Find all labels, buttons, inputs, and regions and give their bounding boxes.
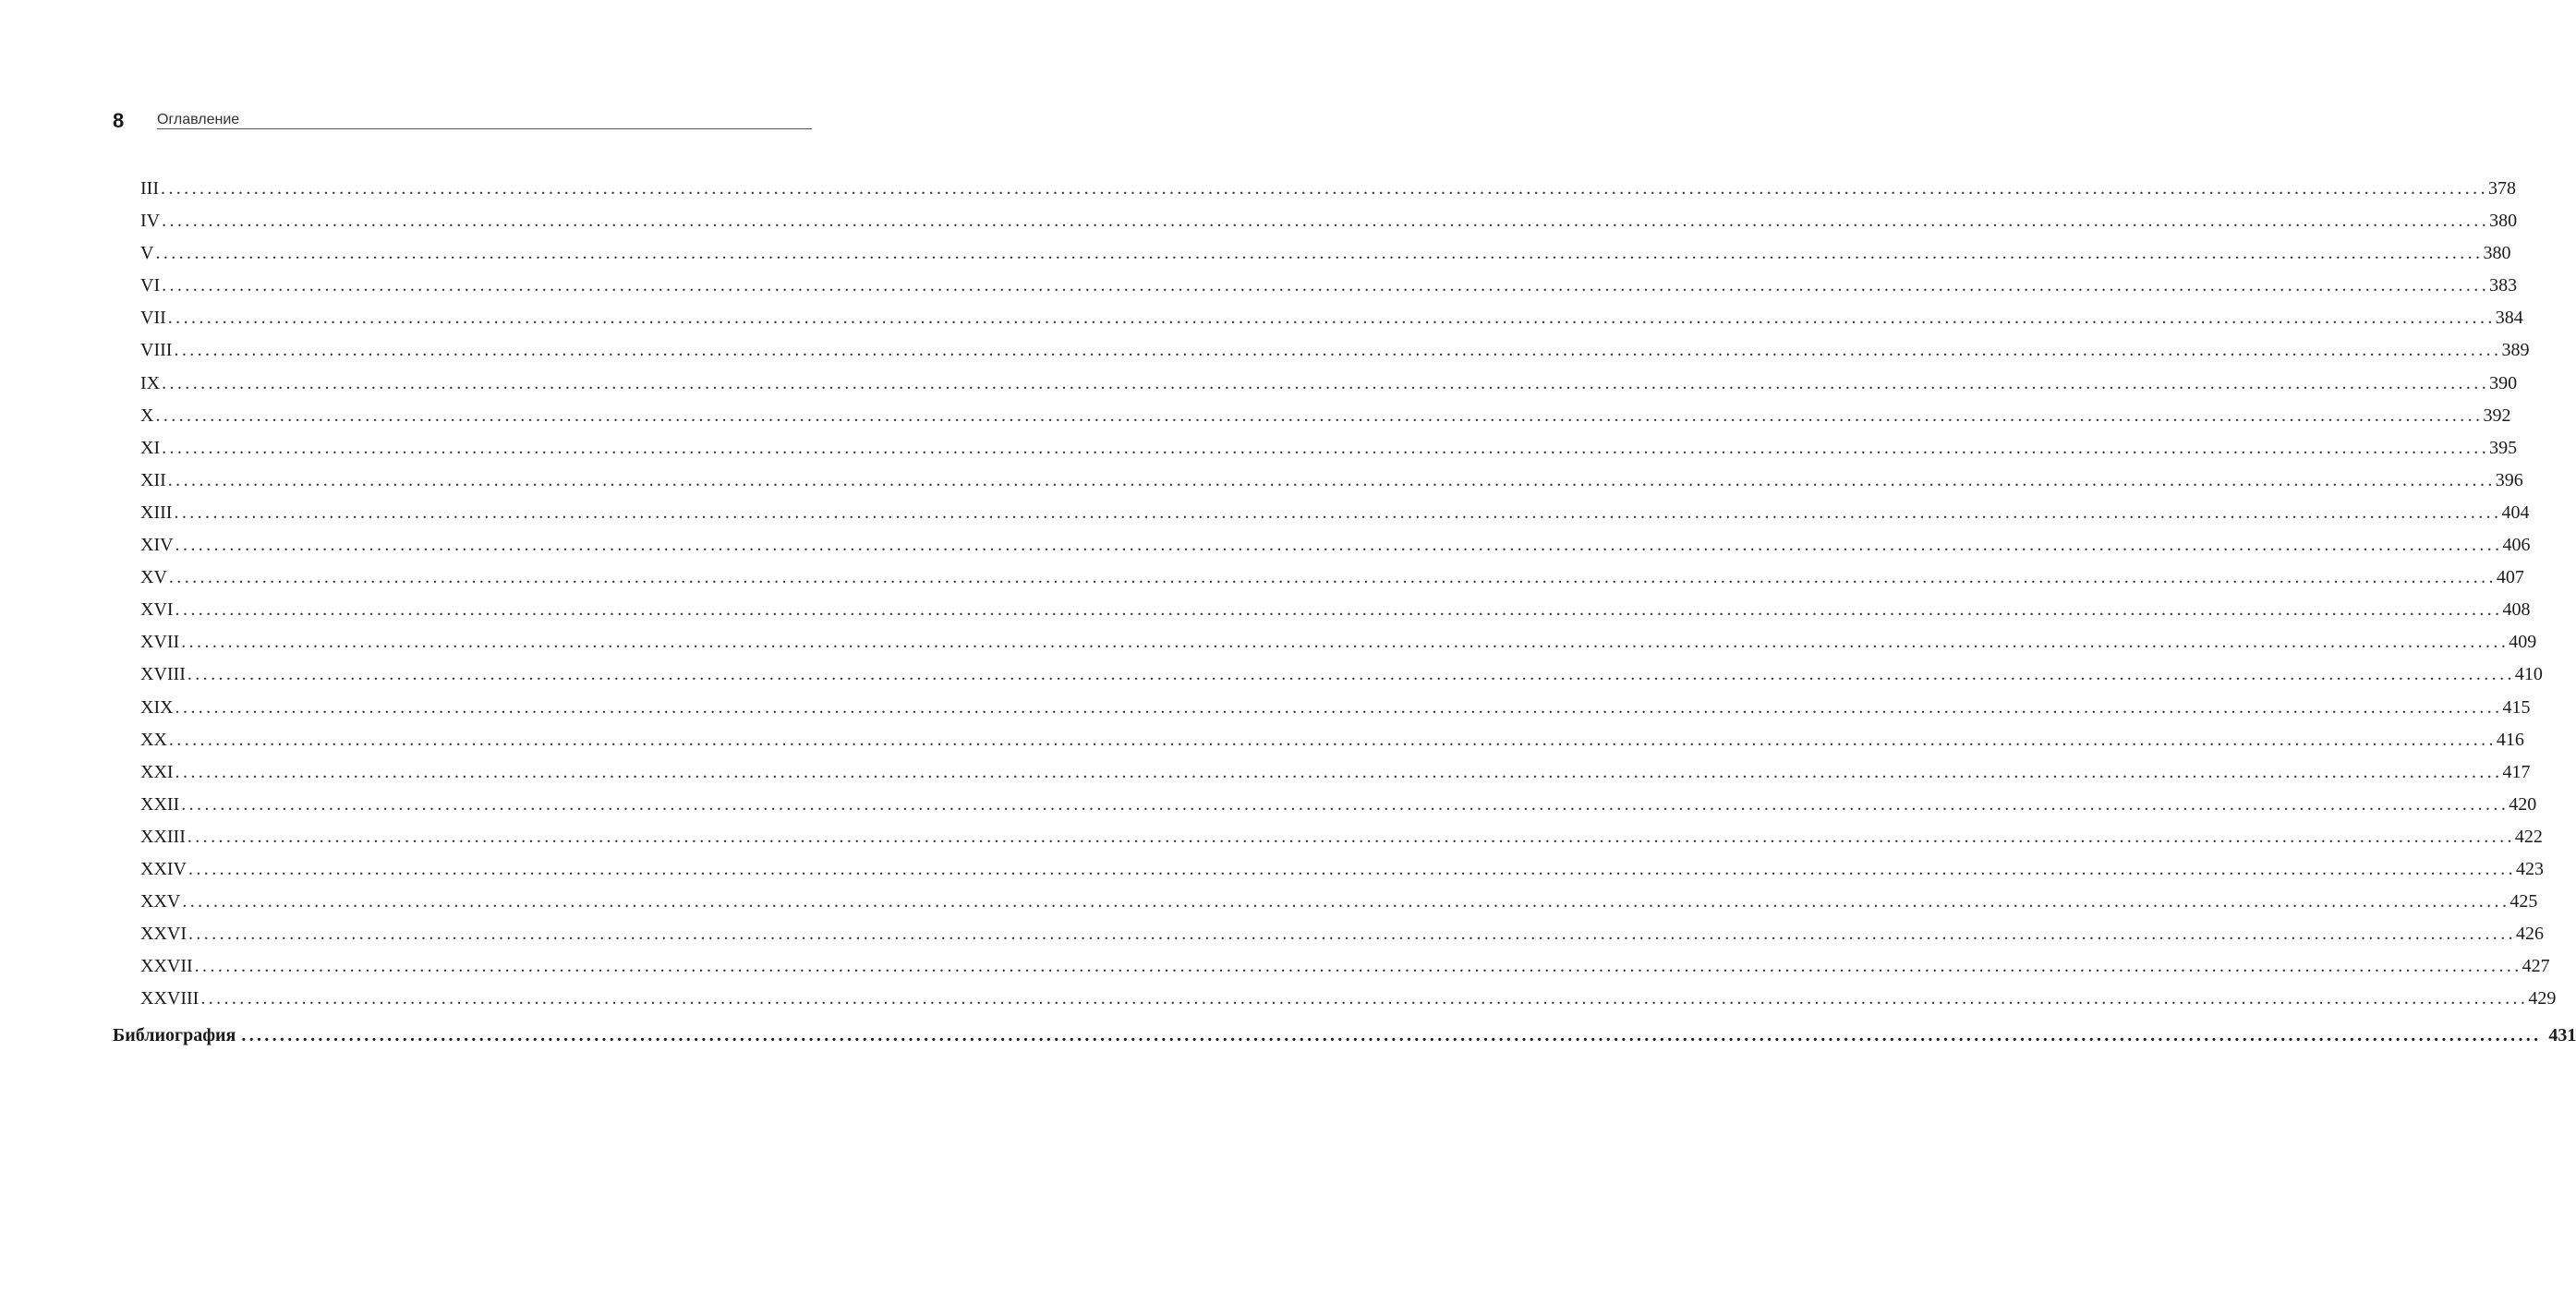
toc-entry[interactable] [140, 500, 2530, 532]
toc-entry-label: XXIII [140, 826, 186, 847]
toc-entry-label: Библиография [113, 1025, 236, 1045]
dot-leader: ............................................................................................................................................................................................................................................................................................................ [175, 599, 2503, 621]
dot-leader: ............................................................................................................................................................................................................................................................................................................ [162, 275, 2490, 296]
toc-entry[interactable] [140, 272, 2518, 305]
toc-entry-label: V [140, 243, 154, 264]
dot-leader: ............................................................................................................................................................................................................................................................................................................ [181, 793, 2509, 815]
dot-leader: ............................................................................................................................................................................................................................................................................................................ [187, 826, 2515, 847]
toc-entry[interactable] [140, 305, 2523, 337]
dot-leader: ............................................................................................................................................................................................................................................................................................................ [241, 1025, 2542, 1045]
dot-leader: ............................................................................................................................................................................................................................................................................................................ [175, 535, 2503, 556]
toc-entry-label: III [140, 178, 159, 199]
dot-leader: ............................................................................................................................................................................................................................................................................................................ [162, 437, 2490, 458]
toc-entry[interactable] [140, 208, 2518, 240]
toc-entry-label: XIII [140, 501, 173, 523]
toc-entry-label: XXVIII [140, 988, 200, 1009]
toc-entry-page: 380 [2489, 211, 2518, 232]
toc-entry[interactable] [140, 403, 2511, 435]
toc-entry-label: X [140, 405, 154, 426]
dot-leader: ............................................................................................................................................................................................................................................................................................................ [194, 956, 2522, 977]
dot-leader: ............................................................................................................................................................................................................................................................................................................ [167, 469, 2496, 490]
dot-leader: ............................................................................................................................................................................................................................................................................................................ [168, 729, 2497, 750]
toc-entry-page: 408 [2502, 599, 2531, 621]
dot-leader: ............................................................................................................................................................................................................................................................................................................ [187, 664, 2515, 685]
toc-entry[interactable] [140, 370, 2518, 403]
toc-entry-label: VI [140, 275, 161, 296]
toc-entry[interactable] [140, 953, 2550, 985]
toc-entry-label: XXIV [140, 858, 187, 879]
toc-entry-page: 390 [2489, 372, 2518, 393]
toc-entry-label: XI [140, 437, 161, 458]
dot-leader: ............................................................................................................................................................................................................................................................................................................ [181, 632, 2509, 653]
toc-entry[interactable] [140, 532, 2531, 564]
toc-entry[interactable] [140, 175, 2516, 208]
toc-entry-label: VII [140, 308, 166, 329]
dot-leader: ............................................................................................................................................................................................................................................................................................................ [200, 988, 2529, 1009]
dot-leader: ............................................................................................................................................................................................................................................................................................................ [174, 501, 2502, 523]
toc-entry-page: 425 [2509, 891, 2538, 912]
toc-entry-label: XIV [140, 535, 174, 556]
toc-entry-page: 416 [2496, 729, 2524, 750]
toc-entry-page: 404 [2501, 501, 2530, 523]
toc-entry-page: 417 [2502, 761, 2531, 782]
toc-entry-label: XVII [140, 632, 180, 653]
toc-entry[interactable] [140, 824, 2543, 856]
toc-entry[interactable] [140, 661, 2543, 694]
toc-entry[interactable] [140, 759, 2531, 791]
toc-entry-page: 392 [2483, 405, 2511, 426]
toc-entry-label: XXVII [140, 956, 193, 977]
toc-entry[interactable] [140, 888, 2538, 921]
toc-entry-label: XV [140, 567, 167, 588]
toc-entry[interactable] [140, 597, 2531, 629]
dot-leader: ............................................................................................................................................................................................................................................................................................................ [162, 372, 2490, 393]
running-head [113, 109, 812, 131]
toc-entry-label: XII [140, 469, 166, 490]
toc-entry-page: 422 [2514, 826, 2543, 847]
toc-entry[interactable] [140, 564, 2524, 597]
toc-entry-page: 427 [2522, 956, 2550, 977]
toc-entry-page: 384 [2495, 308, 2523, 329]
toc-entry-bibliography[interactable] [113, 1022, 2576, 1048]
toc-entry-page: 426 [2516, 924, 2544, 945]
toc-entry[interactable] [140, 629, 2537, 661]
dot-leader: ............................................................................................................................................................................................................................................................................................................ [168, 567, 2497, 588]
toc-entry-page: 423 [2516, 858, 2544, 879]
dot-leader: ............................................................................................................................................................................................................................................................................................................ [188, 858, 2516, 879]
toc-entry[interactable] [140, 856, 2544, 888]
page-number: 8 [113, 109, 125, 132]
toc-entry-page: 415 [2502, 696, 2531, 718]
toc-entry-page: 406 [2502, 535, 2531, 556]
toc-entry-label: IX [140, 372, 161, 393]
toc-entry[interactable] [140, 337, 2530, 369]
toc-entry-page: 383 [2489, 275, 2518, 296]
toc-entry-page: 396 [2495, 469, 2523, 490]
toc-entry-label: XXI [140, 761, 174, 782]
toc-entry-page: 409 [2509, 632, 2537, 653]
toc-entry[interactable] [140, 727, 2524, 759]
dot-leader: ............................................................................................................................................................................................................................................................................................................ [155, 405, 2484, 426]
dot-leader: ............................................................................................................................................................................................................................................................................................................ [188, 924, 2516, 945]
toc-entry-page: 429 [2528, 988, 2557, 1009]
toc-entry-page: 378 [2487, 178, 2516, 199]
dot-leader: ............................................................................................................................................................................................................................................................................................................ [162, 211, 2490, 232]
toc-list [140, 175, 2557, 1018]
toc-entry-page: 420 [2509, 793, 2537, 815]
toc-entry[interactable] [140, 240, 2511, 272]
dot-leader: ............................................................................................................................................................................................................................................................................................................ [175, 696, 2503, 718]
dot-leader: ............................................................................................................................................................................................................................................................................................................ [175, 761, 2503, 782]
toc-entry-label: VIII [140, 340, 173, 361]
toc-entry-label: XIX [140, 696, 174, 718]
dot-leader: ............................................................................................................................................................................................................................................................................................................ [160, 178, 2488, 199]
dot-leader: ............................................................................................................................................................................................................................................................................................................ [182, 891, 2510, 912]
dot-leader: ............................................................................................................................................................................................................................................................................................................ [155, 243, 2484, 264]
toc-entry[interactable] [140, 695, 2531, 727]
toc-entry-label: XXII [140, 793, 180, 815]
toc-entry-label: XVIII [140, 664, 186, 685]
toc-entry-label: IV [140, 211, 161, 232]
dot-leader: ............................................................................................................................................................................................................................................................................................................ [174, 340, 2502, 361]
section-title: Оглавление [157, 112, 240, 127]
toc-entry-page: 380 [2483, 243, 2511, 264]
toc-entry[interactable] [140, 985, 2557, 1018]
toc-entry[interactable] [140, 791, 2537, 824]
toc-entry[interactable] [140, 467, 2523, 500]
dot-leader: ............................................................................................................................................................................................................................................................................................................ [167, 308, 2496, 329]
toc-entry-page: 407 [2496, 567, 2524, 588]
toc-entry-page: 431 [2548, 1025, 2576, 1045]
toc-entry-page: 395 [2489, 437, 2518, 458]
toc-entry-label: XXV [140, 891, 181, 912]
toc-entry[interactable] [140, 435, 2518, 467]
toc-entry[interactable] [140, 921, 2544, 953]
header-rule [157, 128, 812, 129]
toc-entry-label: XX [140, 729, 167, 750]
toc-entry-label: XVI [140, 599, 174, 621]
toc-entry-page: 410 [2514, 664, 2543, 685]
toc-entry-label: XXVI [140, 924, 187, 945]
toc-entry-page: 389 [2501, 340, 2530, 361]
